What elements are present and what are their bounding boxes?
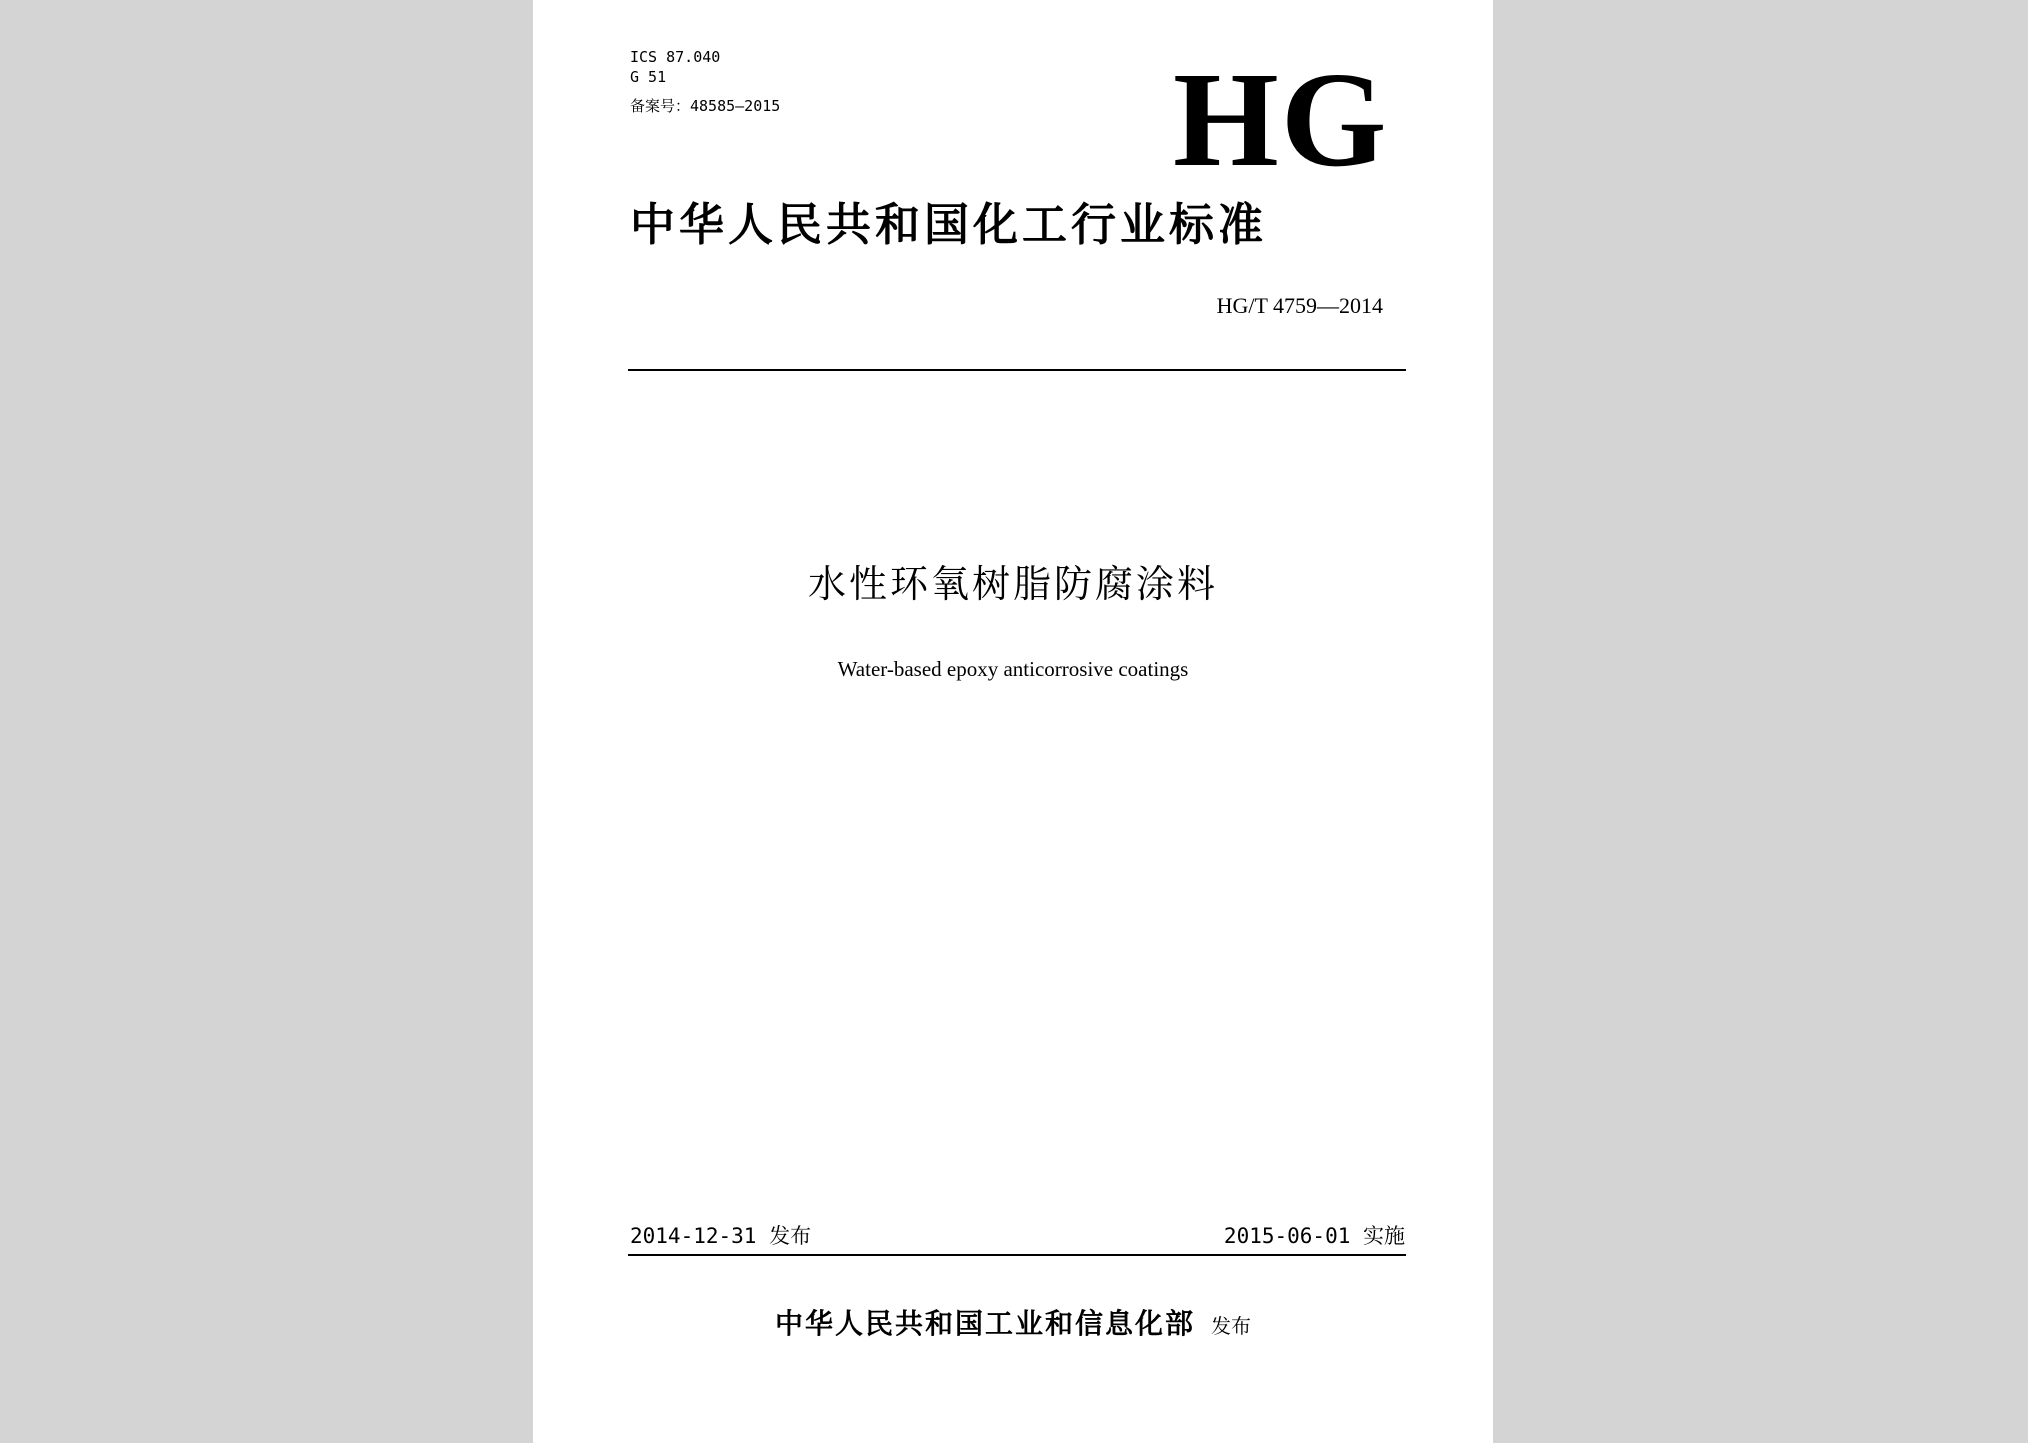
implementation-date: 2015-06-01 实施 (1223, 1224, 1405, 1248)
filing-number: 备案号：48585—2015 (630, 97, 781, 115)
issue-date: 2014-12-31 发布 (630, 1224, 812, 1248)
ccs-code: G 51 (630, 68, 667, 86)
industry-standard-title: 中华人民共和国化工行业标准 (630, 198, 1268, 251)
publisher-suffix: 发布 (1211, 1314, 1251, 1338)
top-divider (628, 369, 1406, 371)
standard-number: HG/T 4759—2014 (1216, 293, 1383, 318)
hg-logo-mark: HG (1173, 45, 1389, 195)
publisher-name: 中华人民共和国工业和信息化部 (774, 1307, 1195, 1340)
ics-code: ICS 87.040 (630, 48, 721, 66)
document-title-english: Water-based epoxy anticorrosive coatings (837, 657, 1189, 681)
publisher-line (533, 1304, 1493, 1348)
document-page (533, 0, 1493, 1443)
bottom-divider (628, 1254, 1406, 1256)
document-title-chinese: 水性环氧树脂防腐涂料 (807, 562, 1218, 606)
